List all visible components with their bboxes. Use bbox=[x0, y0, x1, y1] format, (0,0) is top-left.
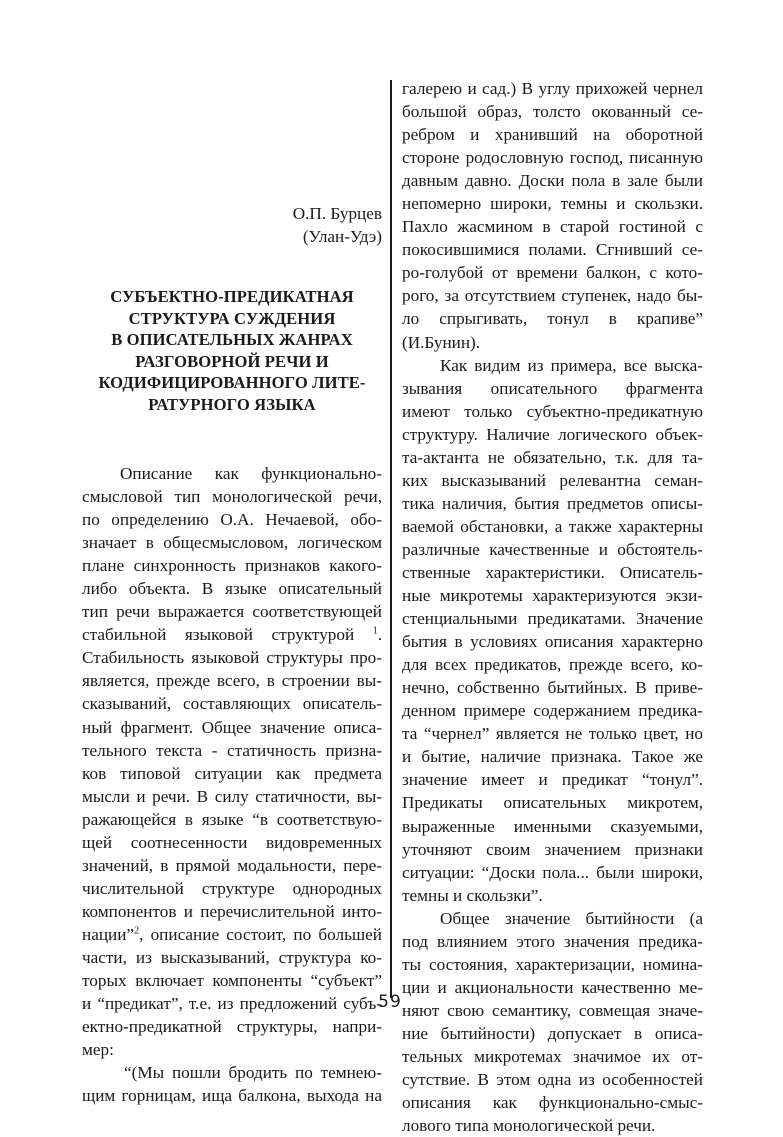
left-body-text bbox=[82, 462, 382, 1107]
text-line: лового типа монологической речи. bbox=[402, 1116, 656, 1136]
text-line: плане синхронность признаков какого- bbox=[82, 556, 382, 576]
footnote-mark[interactable]: 1 bbox=[372, 625, 378, 637]
right-column bbox=[402, 77, 703, 1137]
text-line: ственные характеристики. Описатель- bbox=[402, 562, 703, 582]
text-line: для всех предикатов, прежде всего, ко- bbox=[402, 655, 703, 675]
quote-line: “(Мы пошли бродить по темнею- bbox=[124, 1063, 382, 1083]
quote-line: галерею и сад.) В углу прихожей чернел bbox=[402, 79, 703, 98]
text-line: тика наличия, бытия предметов описы- bbox=[402, 493, 703, 513]
text-line: сутствие. В этом одна из особенностей bbox=[402, 1070, 703, 1090]
left-column bbox=[82, 84, 382, 1107]
title-line: РАЗГОВОРНОЙ РЕЧИ И bbox=[135, 351, 329, 371]
quote-line: щим горницам, ища балкона, выхода на bbox=[82, 1086, 382, 1106]
quote-line: Пахло жасмином в старой гостиной с bbox=[402, 217, 703, 237]
text-line: ты состояния, характеризации, номина- bbox=[402, 954, 703, 974]
text-line: стенциальными предикатами. Значение bbox=[402, 609, 703, 629]
author-name: О.П. Бурцев bbox=[292, 204, 382, 223]
text-line: темны и скользки”. bbox=[402, 885, 543, 905]
text-line: структуру. Наличие логического объек- bbox=[402, 424, 703, 444]
text-fragment: стабильной языковой структурой bbox=[82, 625, 355, 645]
text-line: Предикаты описательных микротем, bbox=[402, 793, 703, 813]
text-line: числительной структуре однородных bbox=[82, 878, 382, 898]
quote-line: ребром и хранивший на оборотной bbox=[402, 125, 703, 145]
quote-line: большой образ, толсто окованный се- bbox=[402, 102, 703, 122]
text-fragment: , описание состоит, по большей bbox=[139, 924, 382, 944]
quote-attribution: (И.Бунин). bbox=[402, 332, 481, 352]
text-line: зывания описательного фрагмента bbox=[402, 378, 703, 398]
author-city: (Улан-Удэ) bbox=[302, 227, 382, 246]
text-line: ситуации: “Доски пола... были широки, bbox=[402, 862, 703, 882]
text-fragment: нации” bbox=[82, 924, 135, 944]
text-line: уточняют своим значением признаки bbox=[402, 839, 703, 859]
text-line: Общее значение бытийности (а bbox=[440, 908, 703, 928]
text-line-with-footnote bbox=[82, 923, 382, 946]
text-line: является, прежде всего, в строении вы- bbox=[82, 671, 382, 691]
article-title bbox=[82, 286, 382, 415]
text-line: описания как функционально-смыс- bbox=[402, 1093, 703, 1113]
text-line: значение имеет и предикат “тонул”. bbox=[402, 770, 703, 790]
text-line: денном примере содержанием предика- bbox=[402, 701, 703, 721]
text-line: значений, в прямой модальности, пере- bbox=[82, 855, 382, 875]
text-line: части, из высказываний, структура ко- bbox=[82, 947, 382, 967]
text-line: мысли и речи. В силу статичности, вы- bbox=[82, 786, 382, 806]
title-line: РАТУРНОГО ЯЗЫКА bbox=[148, 394, 316, 414]
quote-line: ло спрыгивать, тонул в крапиве” bbox=[402, 309, 703, 329]
footnote-mark[interactable]: 2 bbox=[134, 925, 140, 937]
title-line: КОДИФИЦИРОВАННОГО ЛИТЕ- bbox=[98, 373, 366, 392]
text-line: нечно, собственно бытийных. В приве- bbox=[402, 678, 703, 698]
text-line: смысловой тип монологической речи, bbox=[82, 487, 382, 507]
text-line: по определению О.А. Нечаевой, обо- bbox=[82, 510, 382, 530]
text-line: щей соотнесенности видовременных bbox=[82, 832, 382, 852]
text-line: ные микротемы характеризуются экзи- bbox=[402, 586, 703, 606]
text-line: ких высказываний релевантна семан- bbox=[402, 470, 703, 490]
text-line: и “предикат”, т.е. из предложений субъ- bbox=[82, 994, 382, 1014]
text-line: ции и акциональности качественно ме- bbox=[402, 977, 703, 997]
text-line: тип речи выражается соответствующей bbox=[82, 602, 382, 622]
author-block bbox=[82, 202, 382, 248]
page-number: 59 bbox=[378, 992, 402, 1012]
text-line: ние бытийности) допускает в описа- bbox=[402, 1023, 703, 1043]
text-line: тельных микротемах значимое их от- bbox=[402, 1046, 703, 1066]
text-line: ектно-предикатной структуры, напри- bbox=[82, 1017, 382, 1037]
text-line: торых включает компоненты “субъект” bbox=[82, 971, 382, 991]
text-line: либо объекта. В языке описательный bbox=[82, 579, 382, 599]
text-line: ваемой обстановки, а также характерны bbox=[402, 516, 703, 536]
period: . bbox=[377, 625, 382, 645]
text-line: имеют только субъектно-предикатную bbox=[402, 401, 703, 421]
text-line: Стабильность языковой структуры про- bbox=[82, 648, 382, 668]
text-line: мер: bbox=[82, 1040, 114, 1060]
quote-line: покосившимися полами. Сгнивший се- bbox=[402, 240, 703, 260]
text-line: Как видим из примера, все выска- bbox=[440, 355, 703, 375]
text-line: няют свою семантику, совмещая значе- bbox=[402, 1000, 703, 1020]
text-line-with-footnote bbox=[82, 623, 382, 646]
text-line: значает в общесмысловом, логическом bbox=[82, 533, 382, 553]
quote-line: стороне родословную господ, писанную bbox=[402, 148, 703, 168]
text-line: ражающейся в языке “в соответствую- bbox=[82, 809, 382, 829]
quote-line: рого, за отсутствием ступенек, надо бы- bbox=[402, 286, 703, 306]
text-line: та “чернел” является не только цвет, но bbox=[402, 724, 703, 744]
quote-line: непомерно широки, темны и скользки. bbox=[402, 194, 703, 214]
text-line: под влиянием этого значения предика- bbox=[402, 931, 703, 951]
column-divider bbox=[390, 80, 392, 998]
text-line: сказываний, составляющих описатель- bbox=[82, 694, 382, 714]
text-line: ный фрагмент. Общее значение описа- bbox=[82, 717, 382, 737]
text-line: выраженные именными сказуемыми, bbox=[402, 816, 703, 836]
text-line: ков типовой ситуации как предмета bbox=[82, 763, 382, 783]
text-line: тельного текста - статичность призна- bbox=[82, 740, 382, 760]
title-line: В ОПИСАТЕЛЬНЫХ ЖАНРАХ bbox=[111, 330, 353, 349]
quote-line: давным давно. Доски пола в зале были bbox=[402, 171, 703, 191]
quote-line: ро-голубой от времени балкон, с кото- bbox=[402, 263, 703, 283]
title-line: СУБЪЕКТНО-ПРЕДИКАТНАЯ bbox=[110, 287, 354, 306]
text-line: Описание как функционально- bbox=[120, 464, 382, 483]
text-line: та-актанта не обязательно, т.к. для та- bbox=[402, 447, 703, 467]
text-line: компонентов и перечислительной инто- bbox=[82, 901, 382, 921]
text-line: различные качественные и обстоятель- bbox=[402, 539, 703, 559]
title-line: СТРУКТУРА СУЖДЕНИЯ bbox=[128, 308, 336, 328]
text-line: бытия в условиях описания характерно bbox=[402, 632, 703, 652]
text-line: и бытие, наличие признака. Такое же bbox=[402, 747, 703, 767]
